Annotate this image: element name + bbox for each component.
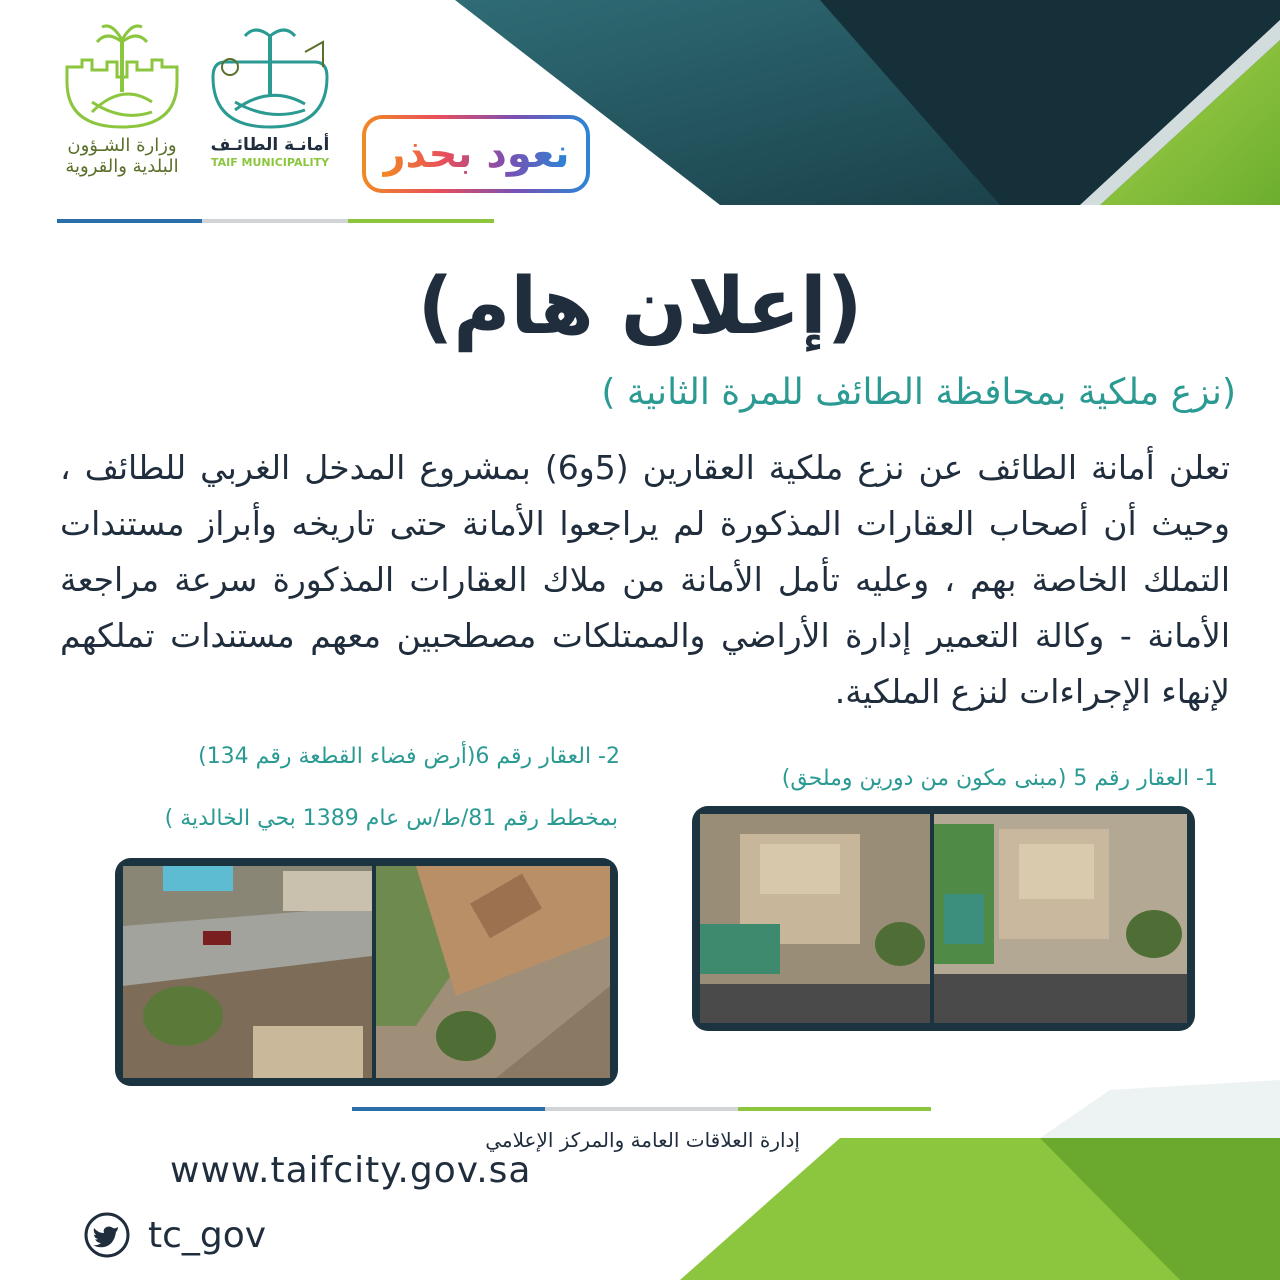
announcement-body: تعلن أمانة الطائف عن نزع ملكية العقارين (5و6) بمشروع المدخل الغربي للطائف ، وحيث أن أصحاب العقارات المذكورة لم يراجعوا الأمانة حتى تاريخه وأبراز مستندات التملك الخاصة بهم ، وعليه تأمل الأمانة من ملاك العقارات المذكورة سرعة مراجعة الأمانة - وكالة التعمير إدارة الأراضي والممتلكات مصطحبين معهم مستندات تملكهم لإنهاء الإجراءات لنزع الملكية.: [60, 448, 1230, 711]
property-2-photos: [115, 858, 618, 1086]
twitter-link[interactable]: [84, 1212, 266, 1258]
campaign-logo: [362, 115, 590, 193]
header-divider-green: [348, 219, 494, 223]
property-1-photo-aerial-right: [934, 814, 1187, 1023]
property-2-caption-line2: بمخطط رقم 81/ط/س عام 1389 بحي الخالدية ): [164, 806, 618, 831]
property-1-photo-aerial-left: [700, 814, 930, 1023]
property-2-caption-line1: 2- العقار رقم 6(أرض فضاء القطعة رقم 134): [198, 744, 620, 769]
property-2-photo-slope: [376, 866, 610, 1078]
header-divider-blue: [57, 219, 202, 223]
municipality-logo: [200, 22, 340, 169]
municipality-emblem-icon: [205, 22, 335, 132]
ministry-logo: [52, 22, 192, 177]
property-1-photos: [692, 806, 1195, 1031]
footer-department: إدارة العلاقات العامة والمركز الإعلامي: [485, 1128, 800, 1152]
palm-swords-emblem-icon: [57, 22, 187, 132]
footer-website-link[interactable]: www.taifcity.gov.sa: [170, 1150, 532, 1191]
municipality-name-ar: أمانـة الطائـف: [210, 135, 330, 155]
ministry-name-line2: البلدية والقروية: [65, 155, 179, 177]
ministry-name-line1: وزارة الشـؤون: [67, 135, 177, 156]
property-1-caption: 1- العقار رقم 5 (مبنى مكون من دورين وملحق): [781, 766, 1218, 791]
announcement-subtitle: (نزع ملكية بمحافظة الطائف للمرة الثانية ): [601, 372, 1236, 413]
campaign-logo-text: نعود بحذر: [382, 131, 570, 177]
announcement-title: (إعلان هام): [417, 262, 863, 352]
footer-divider-green: [738, 1107, 931, 1111]
property-2-photo-street: [123, 866, 372, 1078]
footer-divider-blue: [352, 1107, 545, 1111]
twitter-handle: tc_gov: [148, 1214, 267, 1256]
municipality-name-en: TAIF MUNICIPALITY: [210, 155, 330, 169]
twitter-bird-icon: [84, 1212, 130, 1258]
header-divider-gray: [202, 219, 348, 223]
footer-divider-gray: [545, 1107, 738, 1111]
